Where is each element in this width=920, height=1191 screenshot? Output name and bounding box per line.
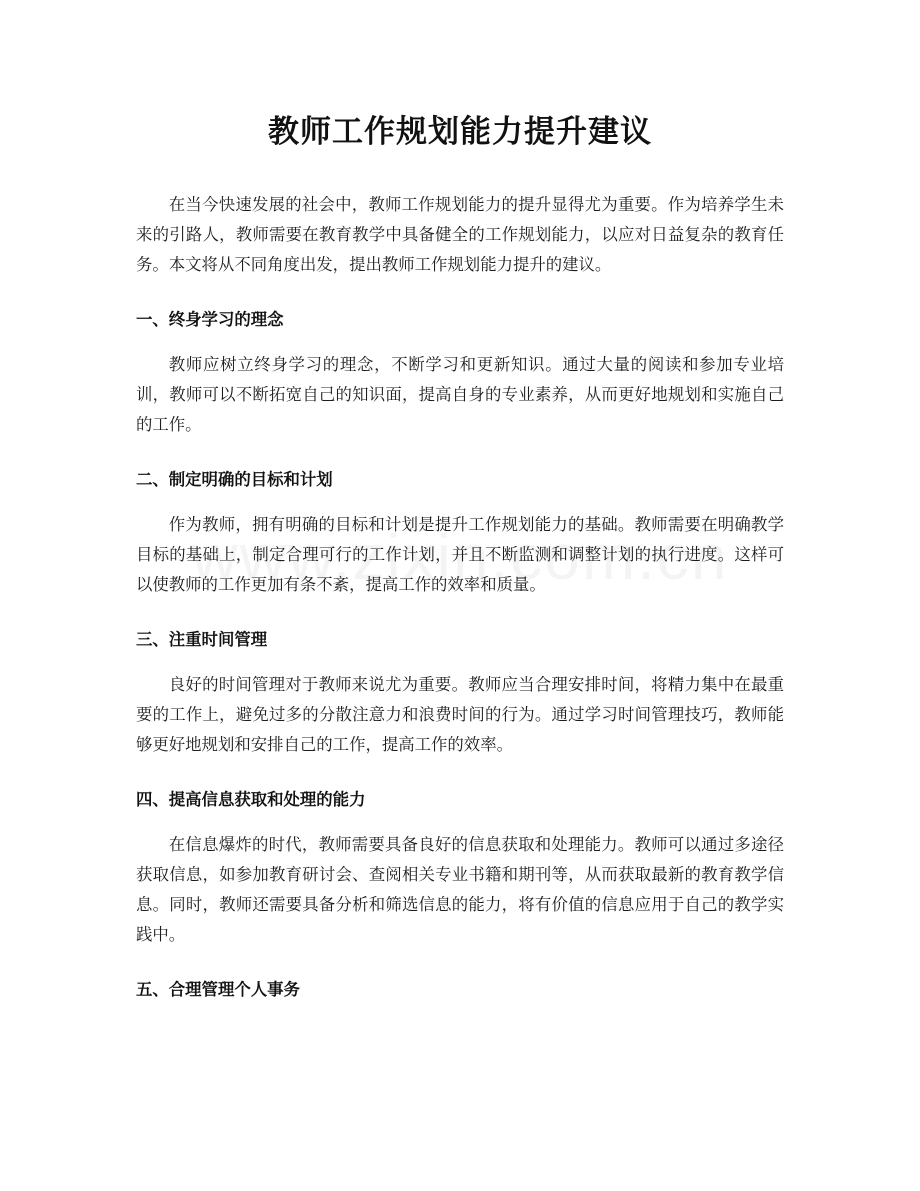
section-heading-4: 四、提高信息获取和处理的能力: [136, 790, 366, 809]
section-body-2: 作为教师，拥有明确的目标和计划是提升工作规划能力的基础。教师需要在明确教学目标的基础上，制定合理可行的工作计划，并且不断监测和调整计划的执行进度。这样可以使教师的工作更加有条不紊，提高工作的效率和质量。: [136, 515, 784, 594]
section-heading-2: 二、制定明确的目标和计划: [136, 470, 333, 489]
section-heading-3: 三、注重时间管理: [136, 630, 268, 649]
intro-paragraph: 在当今快速发展的社会中，教师工作规划能力的提升显得尤为重要。作为培养学生未来的引路人，教师需要在教育教学中具备健全的工作规划能力，以应对日益复杂的教育任务。本文将从不同角度出发，提出教师工作规划能力提升的建议。: [136, 195, 784, 274]
section-heading-1: 一、终身学习的理念: [136, 310, 284, 329]
section-body-3: 良好的时间管理对于教师来说尤为重要。教师应当合理安排时间，将精力集中在最重要的工作上，避免过多的分散注意力和浪费时间的行为。通过学习时间管理技巧，教师能够更好地规划和安排自己的工作，提高工作的效率。: [136, 675, 784, 754]
section-heading-5: 五、合理管理个人事务: [136, 980, 300, 999]
document-title: 教师工作规划能力提升建议: [268, 114, 652, 150]
section-body-4: 在信息爆炸的时代，教师需要具备良好的信息获取和处理能力。教师可以通过多途径获取信息，如参加教育研讨会、查阅相关专业书籍和期刊等，从而获取最新的教育教学信息。同时，教师还需要具备分析和筛选信息的能力，将有价值的信息应用于自己的教学实践中。: [136, 835, 784, 944]
section-body-1: 教师应树立终身学习的理念，不断学习和更新知识。通过大量的阅读和参加专业培训，教师可以不断拓宽自己的知识面，提高自身的专业素养，从而更好地规划和实施自己的工作。: [136, 355, 784, 434]
